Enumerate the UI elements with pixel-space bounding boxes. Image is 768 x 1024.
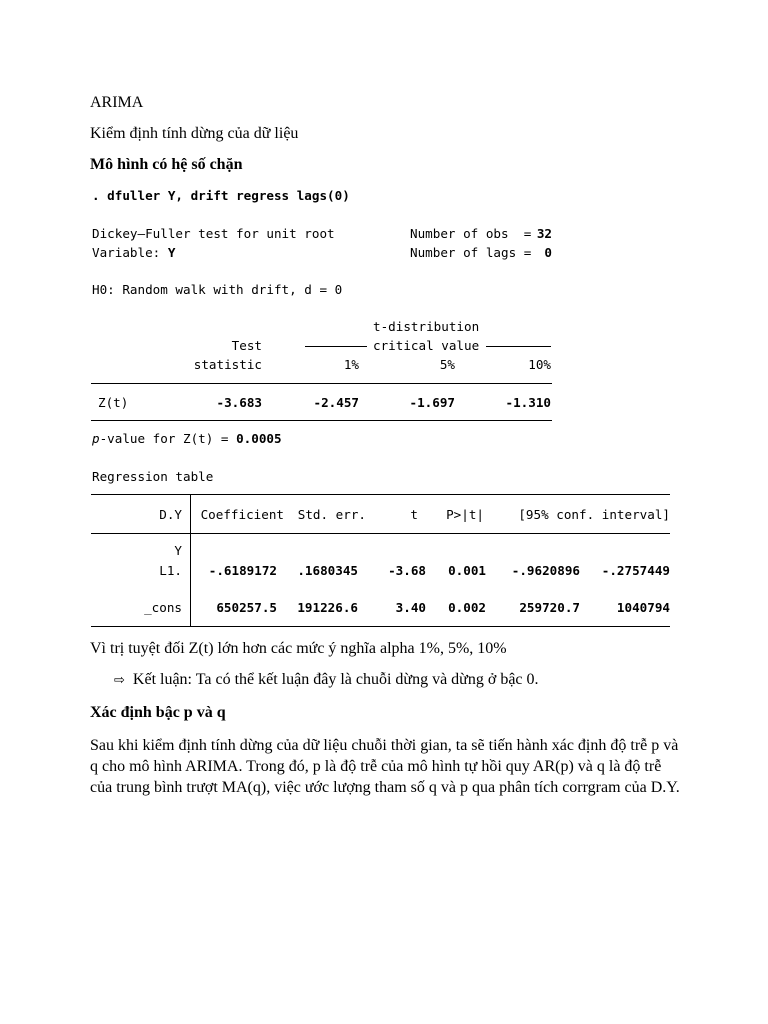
reg-row-se: 191226.6 <box>297 600 358 615</box>
body-paragraph: Sau khi kiểm định tính dừng của dữ liệu chuỗi thời gian, ta sẽ tiến hành xác định độ trễ p và q cho mô hình ARIMA. Trong đó, p là độ trễ của mô hình tự hồi quy AR(p) và q là độ trễ của trung bình trượt MA(q), việc ước lượng tham số q và p qua phân tích corrgram của D.Y. <box>90 737 680 796</box>
reg-var-group: Y <box>174 543 182 558</box>
statistic-label: statistic <box>193 357 262 372</box>
pvalue-text: -value for Z(t) = <box>99 431 237 446</box>
zt-statistic: -3.683 <box>216 395 262 410</box>
reg-bottom-rule <box>91 626 670 627</box>
pvalue-value: 0.0005 <box>236 431 282 446</box>
pvalue-line <box>92 431 282 446</box>
reg-row-coef: -.6189172 <box>208 563 277 578</box>
critical-value-label: critical value <box>373 338 480 353</box>
doc-title: ARIMA <box>90 94 144 111</box>
df-table-top-rule <box>91 383 552 384</box>
tdist-label: t-distribution <box>373 319 480 334</box>
reg-header-p: P>|t| <box>446 507 484 522</box>
reg-row-t: -3.68 <box>388 563 426 578</box>
reg-row-ci-high: -.2757449 <box>601 563 670 578</box>
variable-value: Y <box>167 245 176 260</box>
reg-header-rule <box>91 533 670 534</box>
reg-row-p: 0.001 <box>448 563 486 578</box>
zt-label: Z(t) <box>98 395 129 410</box>
variable-line <box>92 245 175 260</box>
regression-title: Regression table <box>92 469 214 484</box>
pvalue-p: p <box>92 431 100 446</box>
doc-subtitle: Kiểm định tính dừng của dữ liệu <box>90 125 299 142</box>
reg-vertical-rule <box>190 494 191 627</box>
h0-line: H0: Random walk with drift, d = 0 <box>92 282 343 297</box>
zt-critical-1pct: -2.457 <box>313 395 359 410</box>
lags-value: 0 <box>544 245 552 260</box>
zt-critical-5pct: -1.697 <box>409 395 455 410</box>
header-rule-right <box>486 346 551 347</box>
reg-row-name: _cons <box>144 600 182 615</box>
section-heading-pq: Xác định bậc p và q <box>90 704 226 721</box>
reg-row-name: L1. <box>159 563 182 578</box>
reg-row-t: 3.40 <box>395 600 426 615</box>
conclusion-line: Vì trị tuyệt đối Z(t) lớn hơn các mức ý nghĩa alpha 1%, 5%, 10% <box>90 640 507 657</box>
reg-row-ci-high: 1040794 <box>616 600 670 615</box>
col-1pct: 1% <box>343 357 359 372</box>
reg-header-coef: Coefficient <box>200 507 284 522</box>
reg-top-rule <box>91 494 670 495</box>
reg-row-ci-low: -.9620896 <box>511 563 580 578</box>
arrow-right-icon: ⇨ <box>114 673 125 688</box>
lags-label: Number of lags = <box>410 245 532 260</box>
section-heading-intercept: Mô hình có hệ số chặn <box>90 156 243 173</box>
test-name: Dickey–Fuller test for unit root <box>92 226 335 241</box>
stata-prompt: . <box>92 188 108 203</box>
reg-row-coef: 650257.5 <box>216 600 277 615</box>
variable-label: Variable: <box>92 245 168 260</box>
col-10pct: 10% <box>528 357 551 372</box>
reg-row-se: .1680345 <box>297 563 358 578</box>
reg-row-ci-low: 259720.7 <box>519 600 580 615</box>
reg-row-p: 0.002 <box>448 600 486 615</box>
df-table-bottom-rule <box>91 420 552 421</box>
test-label: Test <box>231 338 262 353</box>
header-rule-left <box>305 346 367 347</box>
reg-header-depvar: D.Y <box>159 507 182 522</box>
reg-header-se: Std. err. <box>297 507 366 522</box>
conclusion-bullet <box>114 671 539 689</box>
obs-value: 32 <box>536 226 552 241</box>
zt-critical-10pct: -1.310 <box>505 395 551 410</box>
obs-label: Number of obs = <box>410 226 532 241</box>
col-5pct: 5% <box>439 357 455 372</box>
stata-command: dfuller Y, drift regress lags(0) <box>107 188 350 203</box>
reg-header-t: t <box>410 507 418 522</box>
conclusion-bullet-text: Kết luận: Ta có thể kết luận đây là chuỗi dừng và dừng ở bậc 0. <box>132 671 539 688</box>
stata-command-line <box>92 188 350 203</box>
reg-header-ci: [95% conf. interval] <box>518 507 670 522</box>
